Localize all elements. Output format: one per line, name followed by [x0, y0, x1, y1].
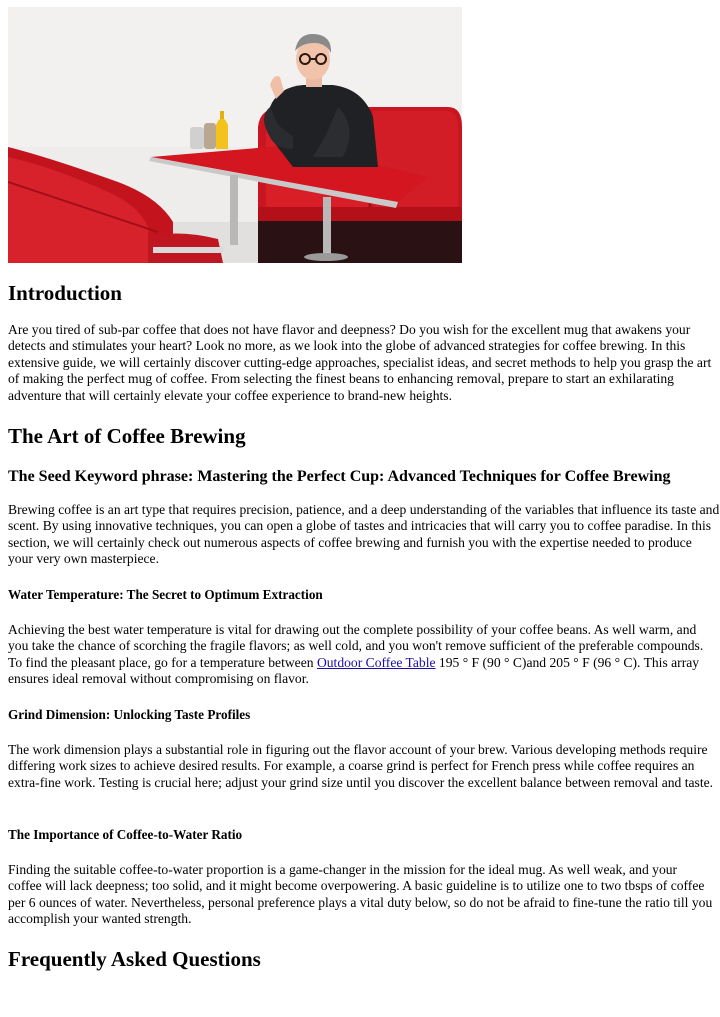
grind-heading: Grind Dimension: Unlocking Taste Profiles — [8, 707, 251, 722]
intro-section — [8, 281, 714, 306]
ratio-paragraph: Finding the suitable coffee-to-water proportion is a game-changer in the mission for the ideal mug. As well weak, and your coffee will lack deepness; too solid, and it might become overpowering. A basic guideline is to utilize one to two tbsps of coffee per 6 ounces of water. Nevertheless, personal preference plays a vital duty below, so do not be afraid to fine-tune the ratio till you accomplish your wanted strength. — [8, 862, 713, 927]
art-paragraph: Brewing coffee is an art type that requires precision, patience, and a deep understanding of the variables that influence its taste and scent. By using innovative techniques, you can open a globe of tastes and intricacies that will carry you to coffee paradise. In this section, we will certainly check out numerous aspects of coffee brewing and furnish you with the expertise needed to produce your very own masterpiece. — [8, 502, 720, 567]
water-text-before: Achieving the best water temperature is vital for drawing out the complete possibility of your coffee beans. As well warm, and you take the chance of scorching the fragile flavors; as well cold, and you won't remove sufficient of the preferable compounds. To find the pleasant place, go for a temperature between — [8, 622, 704, 670]
seed-keyword-heading: The Seed Keyword phrase: Mastering the Perfect Cup: Advanced Techniques for Coffee Brewing — [8, 468, 671, 485]
faq-heading: Frequently Asked Questions — [8, 947, 261, 971]
water-body — [8, 622, 714, 688]
art-section — [8, 424, 714, 449]
water-paragraph — [8, 622, 714, 688]
ratio-section — [8, 827, 714, 843]
intro-paragraph: Are you tired of sub-par coffee that does not have flavor and deepness? Do you wish for the excellent mug that awakens your detects and stimulates your heart? Look no more, as we look into the globe of advanced strategies for coffee brewing. In this extensive guide, we will certainly discover cutting-edge approaches, specialist ideas, and secret methods to help you grasp the art of making the perfect mug of coffee. From selecting the finest beans to enhancing removal, prepare to start an exhilarating adventure that will certainly elevate your coffee experience to brand-new heights. — [8, 322, 712, 403]
faq-section — [8, 947, 714, 972]
intro-body — [8, 322, 714, 404]
water-heading: Water Temperature: The Secret to Optimum Extraction — [8, 587, 323, 602]
ratio-heading: The Importance of Coffee-to-Water Ratio — [8, 827, 243, 842]
art-body — [8, 502, 720, 568]
hero-photo — [8, 7, 462, 263]
intro-heading: Introduction — [8, 281, 122, 305]
grind-body — [8, 742, 718, 791]
water-text-after: 195 ° F (90 ° C)and 205 ° F (96 ° C). This array ensures ideal removal without compromising on flavor. — [8, 654, 700, 687]
outdoor-coffee-table-link[interactable]: Outdoor Coffee Table — [316, 654, 436, 670]
art-subsection — [8, 467, 720, 486]
water-section — [8, 587, 714, 603]
ratio-body — [8, 862, 714, 928]
diner-booth-image — [8, 7, 462, 263]
art-heading: The Art of Coffee Brewing — [8, 424, 246, 448]
grind-section — [8, 707, 714, 723]
grind-paragraph: The work dimension plays a substantial role in figuring out the flavor account of your brew. Various developing methods require differing work sizes to achieve desired results. For example, a coarse grind is perfect for French press while coffee requires an extra-fine work. Testing is crucial here; adjust your grind size until you discover the excellent balance between removal and taste. — [8, 742, 714, 790]
